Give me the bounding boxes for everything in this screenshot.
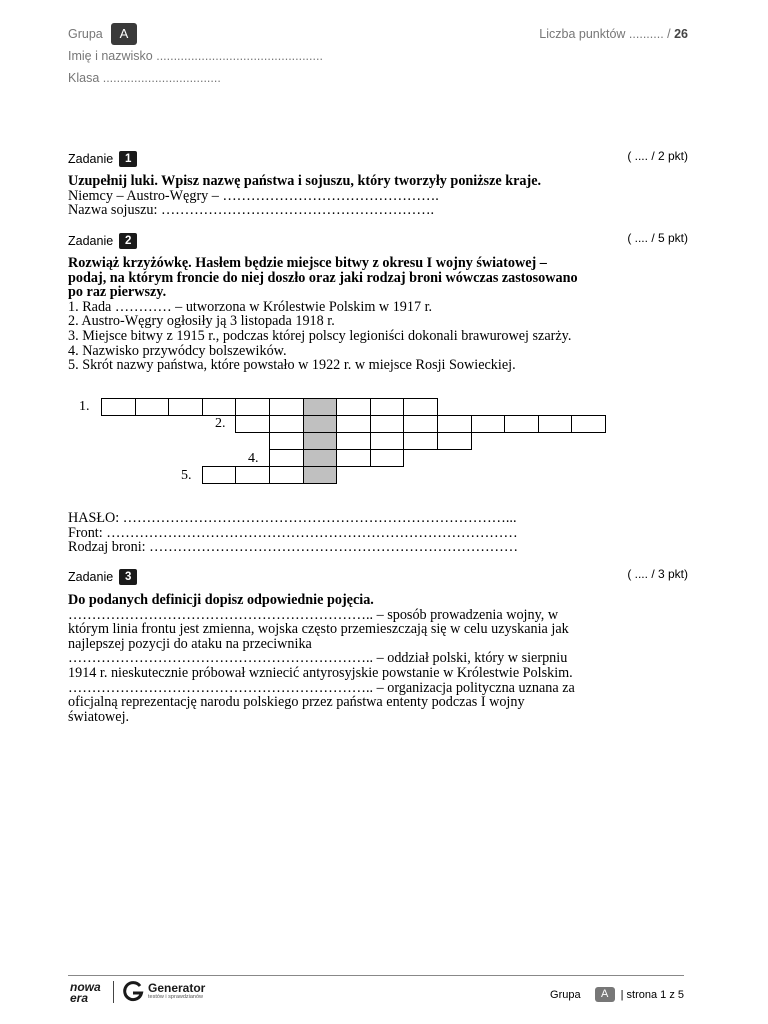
crossword-cell[interactable] (504, 415, 539, 433)
task-1-line-2[interactable]: Nazwa sojuszu: …………………………………………………. (68, 202, 435, 219)
task-2-instruction-1: Rozwiąż krzyżówkę. Hasłem będzie miejsce bitwy z okresu I wojny światowej – (68, 255, 547, 271)
footer-group-badge: A (595, 987, 615, 1002)
task-2-body (68, 256, 628, 373)
task-3-label: Zadanie (68, 570, 114, 584)
crossword-cell[interactable] (370, 398, 405, 416)
crossword-cell[interactable] (571, 415, 606, 433)
definition-line: 1914 r. nieskutecznie próbował wzniecić antyrosyjskie powstanie w Królestwie Polskim. (68, 664, 573, 681)
task-1-body (68, 174, 628, 218)
crossword-cell[interactable] (403, 415, 438, 433)
points-summary (539, 27, 688, 41)
task-2-header (68, 233, 137, 249)
crossword-cell[interactable] (403, 398, 438, 416)
footer-page-number: | strona 1 z 5 (620, 988, 684, 1001)
crossword-cell[interactable] (235, 398, 270, 416)
group-label: Grupa (68, 27, 103, 41)
definition-line: którym linia frontu jest zmienna, wojska często przemieszczają się w celu uzyskania jak (68, 621, 569, 638)
crossword-cell[interactable] (538, 415, 573, 433)
task-3-number: 3 (119, 569, 137, 585)
footer-divider (68, 975, 684, 976)
generator-g-icon (122, 980, 144, 1002)
crossword-cell[interactable] (202, 466, 237, 484)
crossword-cell[interactable] (336, 432, 371, 450)
clue-5: 5. Skrót nazwy państwa, które powstało w 1922 r. w miejsce Rosji Sowieckiej. (68, 357, 516, 374)
crossword-cell[interactable] (168, 398, 203, 416)
generator-title: Generator (148, 980, 206, 995)
definition-line: najlepszej pozycji do ataku na przeciwnika (68, 635, 312, 652)
crossword-cell[interactable] (269, 415, 304, 433)
crossword-key-cell[interactable] (303, 398, 338, 416)
task-1-instruction: Uzupełnij luki. Wpisz nazwę państwa i sojuszu, który tworzyły poniższe kraje. (68, 173, 542, 189)
crossword-key-cell[interactable] (303, 449, 338, 467)
crossword-cell[interactable] (269, 466, 304, 484)
group-badge: A (111, 23, 137, 45)
definition-line: światowej. (68, 708, 130, 725)
crossword-row-number: 1. (79, 399, 90, 414)
crossword-key-cell[interactable] (303, 432, 338, 450)
task-3-header (68, 569, 137, 585)
crossword-cell[interactable] (269, 398, 304, 416)
task-1-label: Zadanie (68, 152, 114, 166)
generator-subtitle: testów i sprawdzianów (148, 993, 204, 1000)
answer-weapon[interactable]: Rodzaj broni: …………………………………………………………………… (68, 539, 519, 556)
crossword-cell[interactable] (370, 432, 405, 450)
class-field[interactable]: Klasa .................................. (68, 71, 221, 85)
task-2-label: Zadanie (68, 234, 114, 248)
crossword-cell[interactable] (471, 415, 506, 433)
task-1-line-1[interactable]: Niemcy – Austro-Węgry – ………………………………………. (68, 187, 439, 204)
task-2-instruction-2: podaj, na którym froncie do niej doszło oraz jaki rodzaj broni wówczas zastosowano (68, 269, 578, 286)
task-2-instruction-3: po raz pierwszy. (68, 284, 167, 301)
answer-front[interactable]: Front: …………………………………………………………………………… (68, 524, 518, 541)
logo-separator (113, 981, 114, 1003)
crossword-cell[interactable] (135, 398, 170, 416)
definition-line[interactable]: ……………………………………………………….. – organizacja polityczna uznana za (68, 679, 575, 696)
crossword-cell[interactable] (370, 415, 405, 433)
nowa-era-logo (70, 982, 101, 1004)
crossword-key-cell[interactable] (303, 415, 338, 433)
clue-4: 4. Nazwisko przywódcy bolszewików. (68, 342, 287, 359)
crossword-cell[interactable] (336, 415, 371, 433)
task-1-number: 1 (119, 151, 137, 167)
crossword-cell[interactable] (336, 449, 371, 467)
task-2-number: 2 (119, 233, 137, 249)
crossword-cell[interactable] (235, 415, 270, 433)
crossword-cell[interactable] (269, 432, 304, 450)
points-total: 26 (674, 27, 688, 41)
clue-3: 3. Miejsce bitwy z 1915 r., podczas której polscy legioniści dokonali brawurowej szarży. (68, 327, 572, 344)
crossword-row-number: 4. (248, 451, 259, 466)
task-2-answers (68, 511, 628, 555)
crossword-cell[interactable] (202, 398, 237, 416)
definition-line[interactable]: ……………………………………………………….. – sposób prowadzenia wojny, w (68, 606, 559, 623)
clue-1: 1. Rada ………… – utworzona w Królestwie Polskim w 1917 r. (68, 298, 433, 315)
crossword-cell[interactable] (437, 415, 472, 433)
crossword-cell[interactable] (101, 398, 136, 416)
crossword-cell[interactable] (403, 432, 438, 450)
crossword-cell[interactable] (370, 449, 405, 467)
crossword-cell[interactable] (235, 466, 270, 484)
footer-group-label: Grupa (550, 988, 581, 1001)
footer-page-info (550, 987, 684, 1002)
crossword-cell[interactable] (269, 449, 304, 467)
points-label: Liczba punktów .......... / (539, 27, 675, 41)
task-2-points: ( .... / 5 pkt) (627, 231, 688, 245)
name-field[interactable]: Imię i nazwisko ................................................ (68, 49, 323, 63)
task-3-instruction: Do podanych definicji dopisz odpowiednie pojęcia. (68, 592, 374, 608)
crossword-row-number: 2. (215, 416, 226, 431)
generator-logo (122, 980, 205, 1002)
clue-2: 2. Austro-Węgry ogłosiły ją 3 listopada 1918 r. (68, 313, 335, 330)
crossword-row-number: 5. (181, 468, 192, 483)
task-1-points: ( .... / 2 pkt) (627, 149, 688, 163)
definition-line[interactable]: ……………………………………………………….. – oddział polski, który w sierpniu (68, 650, 568, 667)
logo-nowa-text: nowa (70, 980, 101, 994)
task-1-header (68, 151, 137, 167)
definition-line: oficjalną reprezentację narodu polskiego przez państwa ententy podczas I wojny (68, 694, 525, 711)
crossword-cell[interactable] (336, 398, 371, 416)
answer-haslo[interactable]: HASŁO: ………………………………………………………………………... (68, 510, 517, 526)
logo-era-text: era (70, 991, 89, 1005)
crossword-key-cell[interactable] (303, 466, 338, 484)
task-3-points: ( .... / 3 pkt) (627, 567, 688, 581)
task-3-body (68, 593, 628, 724)
crossword-cell[interactable] (437, 432, 472, 450)
